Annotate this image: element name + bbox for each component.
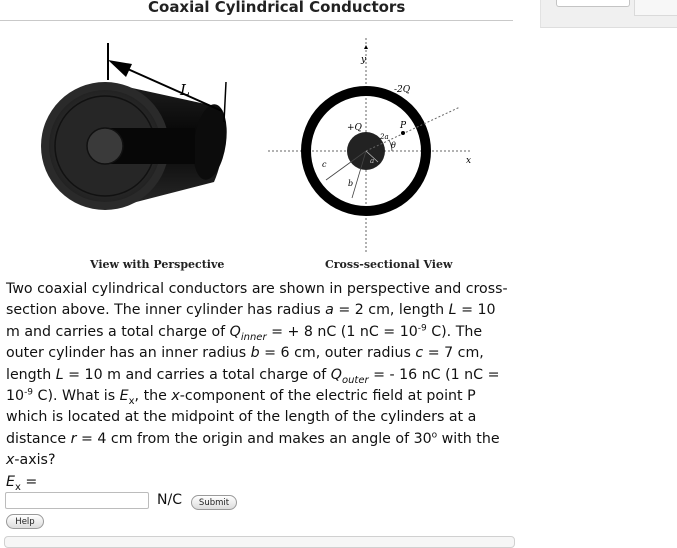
outer-charge-label: -2Q	[394, 85, 411, 95]
cross-section-view	[268, 38, 471, 252]
point-label: P	[400, 121, 407, 131]
radius-c-label: c	[322, 160, 327, 169]
inner-rod-face	[87, 128, 123, 164]
length-label: L	[180, 81, 190, 99]
point-p	[401, 131, 405, 135]
length-arrow-head	[108, 60, 132, 77]
y-axis-label: y	[361, 55, 367, 65]
help-button[interactable]: Help	[6, 514, 44, 529]
page-title: Coaxial Cylindrical Conductors	[148, 0, 406, 16]
coaxial-figure	[0, 28, 515, 278]
submit-button[interactable]: Submit	[191, 495, 237, 510]
answer-label: $E_x$ =	[6, 473, 38, 493]
angle-label: θ	[391, 141, 396, 150]
x-axis-label: x	[466, 156, 472, 166]
y-axis-arrow	[364, 45, 368, 49]
caption-cross-section: Cross-sectional View	[325, 258, 453, 271]
distance-label: 2a	[380, 133, 389, 141]
inner-charge-label: +Q	[347, 123, 362, 133]
title-divider	[0, 20, 513, 21]
answer-input[interactable]	[5, 492, 149, 509]
perspective-view	[41, 43, 231, 210]
length-tick-right	[224, 82, 226, 122]
problem-text: Two coaxial cylindrical conductors are shown in perspective and cross-section above. The inner cylinder has radius a = 2 cm, length L = 10 m and carries a total charge of $Q_{inner}$ = + 8 nC (1 nC = $10^{-9}$ C). The outer cylinder has an inner radius b = 6 cm, outer radius c = 7 cm, length L = 10 m and carries a total charge of $Q_{outer}$ = - 16 nC (1 nC = $10^{-9}$ C). What is $E_x$, the x-component of the electric field at point P which is located at the midpoint of the length of the cylinders at a distance r = 4 cm from the origin and makes an angle of 30$^o$ with the x-axis? $E_x$ =	[6, 281, 508, 493]
radius-b-label: b	[348, 179, 354, 188]
bottom-panel	[4, 536, 515, 548]
side-panel-tab[interactable]	[634, 0, 677, 16]
side-panel-field[interactable]	[556, 0, 630, 7]
unit-label: N/C	[157, 492, 182, 508]
caption-perspective: View with Perspective	[90, 258, 225, 271]
radius-a-label: a	[370, 157, 375, 165]
